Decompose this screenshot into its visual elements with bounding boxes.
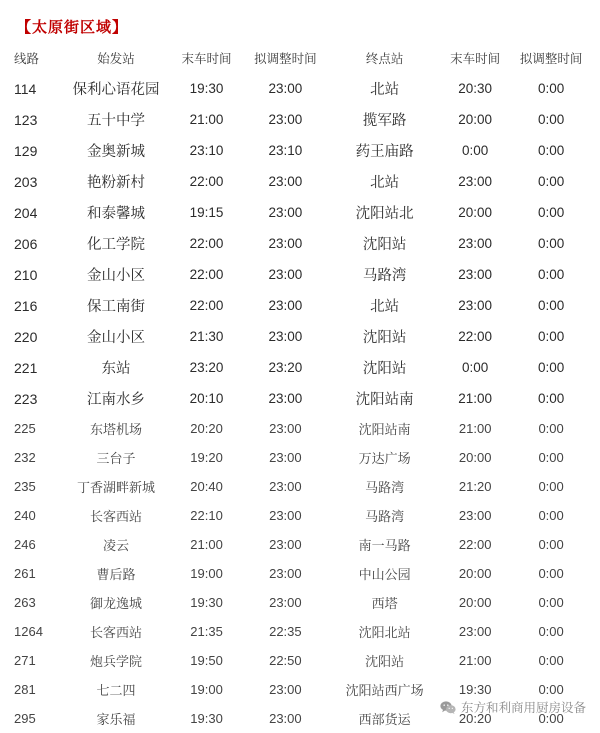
table-row [8,646,592,675]
cell-start-station: 长客西站 [90,509,143,524]
cell-last-time-start: 20:20 [190,421,223,436]
cell-end-station: 西部货运 [358,712,411,727]
cell-start-station: 保利心语花园 [72,82,160,98]
cell-line: 210 [14,266,38,283]
cell-last-time-start: 19:50 [190,653,223,668]
column-header-adjusted-time-start: 拟调整时间 [254,52,317,66]
cell-start-station: 凌云 [103,538,130,553]
table-row [8,290,592,321]
cell-last-time-start: 19:30 [190,711,223,726]
cell-last-time-end: 20:00 [458,595,492,610]
cell-last-time-end: 23:00 [458,174,493,189]
cell-end-station: 沈阳站南 [358,422,411,437]
table-row [8,588,592,617]
cell-last-time-end: 23:00 [458,508,492,523]
cell-start-station: 御龙逸城 [90,596,143,611]
cell-start-station: 丁香湖畔新城 [77,480,156,495]
cell-last-time-end: 20:00 [458,112,493,127]
table-row [8,135,592,166]
cell-adjusted-time-end: 0:00 [537,81,565,96]
cell-end-station: 北站 [370,175,400,191]
cell-line: 232 [14,450,36,465]
cell-start-station: 七二四 [96,683,136,698]
cell-line: 225 [14,421,36,436]
cell-line: 216 [14,297,38,314]
cell-adjusted-time-start: 23:00 [269,508,302,523]
cell-last-time-start: 22:00 [189,267,224,282]
cell-adjusted-time-end: 0:00 [537,143,565,158]
cell-start-station: 金奥新城 [87,144,146,160]
cell-adjusted-time-end: 0:00 [537,236,565,251]
cell-last-time-end: 23:00 [458,267,493,282]
cell-start-station: 艳粉新村 [87,175,146,191]
cell-adjusted-time-end: 0:00 [538,537,564,552]
column-header-end-station: 终点站 [365,52,404,66]
cell-adjusted-time-end: 0:00 [538,595,564,610]
cell-end-station: 北站 [370,82,400,98]
cell-end-station: 沈阳站 [365,654,405,669]
cell-end-station: 沈阳站 [362,361,407,377]
wechat-account-name: 东方和利商用厨房设备 [460,701,586,715]
table-row [8,559,592,588]
cell-start-station: 炮兵学院 [90,654,143,669]
cell-last-time-end: 20:20 [458,711,492,726]
page-title: 【太原街区域】 [16,19,129,36]
table-row [8,414,592,443]
cell-line: 114 [14,80,37,97]
cell-adjusted-time-start: 23:10 [268,143,303,158]
cell-adjusted-time-end: 0:00 [538,653,564,668]
cell-adjusted-time-start: 23:00 [269,450,302,465]
cell-line: 263 [14,595,36,610]
cell-line: 295 [14,711,36,726]
cell-end-station: 中山公园 [358,567,411,582]
cell-start-station: 化工学院 [87,237,146,253]
cell-last-time-start: 22:10 [190,508,223,523]
cell-end-station: 沈阳站 [362,330,407,346]
table-row [8,197,592,228]
cell-last-time-start: 19:15 [189,205,224,220]
cell-line: 271 [14,653,36,668]
cell-adjusted-time-end: 0:00 [537,174,565,189]
cell-adjusted-time-start: 23:00 [269,566,302,581]
cell-last-time-start: 19:30 [190,595,223,610]
cell-last-time-start: 20:40 [190,479,223,494]
cell-last-time-end: 23:00 [458,624,492,639]
cell-line: 223 [14,390,38,407]
cell-last-time-end: 22:00 [458,537,492,552]
cell-line: 281 [14,682,36,697]
cell-adjusted-time-start: 23:00 [269,595,302,610]
cell-adjusted-time-start: 23:20 [268,360,303,375]
column-header-start-station: 始发站 [97,52,135,66]
cell-adjusted-time-start: 23:00 [269,421,302,436]
cell-adjusted-time-start: 23:00 [268,112,303,127]
cell-adjusted-time-start: 23:00 [269,537,302,552]
cell-end-station: 北站 [370,299,400,315]
cell-line: 235 [14,479,36,494]
cell-start-station: 长客西站 [90,625,143,640]
cell-end-station: 万达广场 [358,451,411,466]
column-header-last-bus-time-start: 末车时间 [181,52,232,66]
cell-adjusted-time-start: 23:00 [269,479,302,494]
cell-line: 240 [14,508,36,523]
table-row [8,352,592,383]
cell-start-station: 江南水乡 [87,392,146,408]
cell-start-station: 保工南街 [87,299,146,315]
cell-last-time-end: 20:30 [458,81,493,96]
cell-adjusted-time-start: 23:00 [268,236,303,251]
column-header-line: 线路 [14,52,40,66]
cell-line: 221 [14,359,38,376]
cell-last-time-start: 22:00 [189,298,224,313]
table-row [8,443,592,472]
cell-last-time-end: 21:00 [458,391,493,406]
table-row [8,228,592,259]
cell-last-time-end: 21:00 [458,421,492,436]
cell-last-time-end: 19:30 [458,682,492,697]
cell-adjusted-time-start: 23:00 [268,174,303,189]
table-row [8,259,592,290]
cell-last-time-start: 22:00 [189,236,224,251]
cell-last-time-start: 19:00 [190,566,223,581]
cell-adjusted-time-start: 23:00 [269,711,302,726]
cell-adjusted-time-end: 0:00 [537,298,565,313]
cell-adjusted-time-start: 23:00 [268,81,303,96]
cell-line: 1264 [14,624,43,639]
cell-adjusted-time-start: 23:00 [268,267,303,282]
cell-last-time-start: 22:00 [189,174,224,189]
cell-last-time-start: 21:35 [190,624,223,639]
table-row [8,321,592,352]
cell-last-time-end: 22:00 [458,329,493,344]
cell-adjusted-time-end: 0:00 [538,479,564,494]
cell-end-station: 马路湾 [365,509,405,524]
cell-last-time-start: 21:30 [189,329,224,344]
cell-last-time-end: 20:00 [458,450,492,465]
cell-adjusted-time-start: 23:00 [268,391,303,406]
table-body [8,73,592,733]
cell-adjusted-time-start: 23:00 [268,205,303,220]
cell-adjusted-time-end: 0:00 [537,205,565,220]
cell-start-station: 东塔机场 [90,422,143,437]
cell-adjusted-time-start: 23:00 [268,298,303,313]
cell-end-station: 沈阳站北 [355,206,414,222]
cell-start-station: 金山小区 [87,330,146,346]
cell-adjusted-time-start: 23:00 [268,329,303,344]
cell-end-station: 马路湾 [362,268,407,284]
cell-adjusted-time-start: 22:35 [269,624,302,639]
cell-line: 206 [14,235,38,252]
cell-last-time-end: 20:00 [458,566,492,581]
cell-line: 261 [14,566,36,581]
wechat-attribution [440,698,586,716]
table-row [8,166,592,197]
table-header [8,45,592,73]
cell-adjusted-time-end: 0:00 [538,624,564,639]
cell-start-station: 东站 [101,361,131,377]
cell-start-station: 五十中学 [87,113,146,129]
cell-adjusted-time-start: 23:00 [269,682,302,697]
cell-start-station: 金山小区 [87,268,146,284]
wechat-icon [440,701,456,714]
table-row [8,104,592,135]
cell-last-time-start: 19:20 [190,450,223,465]
cell-last-time-end: 21:20 [458,479,492,494]
cell-adjusted-time-end: 0:00 [537,112,565,127]
cell-end-station: 沈阳站南 [355,392,414,408]
cell-end-station: 马路湾 [365,480,405,495]
cell-end-station: 沈阳北站 [358,625,411,640]
cell-end-station: 药王庙路 [355,144,414,160]
cell-last-time-start: 23:10 [189,143,224,158]
cell-end-station: 揽军路 [362,113,407,129]
cell-adjusted-time-end: 0:00 [537,391,565,406]
cell-line: 246 [14,537,36,552]
table-row [8,472,592,501]
cell-end-station: 南一马路 [358,538,411,553]
cell-adjusted-time-end: 0:00 [537,360,565,375]
table-row [8,383,592,414]
cell-last-time-end: 20:00 [458,205,493,220]
cell-adjusted-time-end: 0:00 [538,450,564,465]
cell-end-station: 沈阳站 [362,237,407,253]
table-row [8,73,592,104]
cell-line: 123 [14,111,38,128]
cell-end-station: 沈阳站西广场 [345,683,424,698]
cell-end-station: 西塔 [371,596,398,611]
cell-adjusted-time-end: 0:00 [538,421,564,436]
cell-last-time-end: 0:00 [462,143,489,158]
cell-adjusted-time-end: 0:00 [537,329,565,344]
cell-adjusted-time-end: 0:00 [538,566,564,581]
cell-line: 220 [14,328,38,345]
cell-line: 129 [14,142,38,159]
table-row [8,617,592,646]
cell-last-time-end: 23:00 [458,298,493,313]
cell-adjusted-time-start: 22:50 [269,653,302,668]
bus-schedule-table [8,45,592,733]
cell-adjusted-time-end: 0:00 [537,267,565,282]
cell-last-time-start: 23:20 [189,360,224,375]
cell-adjusted-time-end: 0:00 [538,711,564,726]
cell-adjusted-time-end: 0:00 [538,508,564,523]
table-header-row [8,45,592,73]
cell-last-time-end: 21:00 [458,653,492,668]
cell-line: 204 [14,204,38,221]
cell-last-time-end: 0:00 [462,360,489,375]
cell-start-station: 曹后路 [96,567,136,582]
column-header-last-bus-time-end: 末车时间 [450,52,501,66]
cell-last-time-start: 20:10 [189,391,224,406]
column-header-adjusted-time-end: 拟调整时间 [519,52,583,66]
cell-last-time-start: 19:30 [189,81,224,96]
cell-last-time-start: 19:00 [190,682,223,697]
cell-adjusted-time-end: 0:00 [538,682,564,697]
cell-start-station: 和泰馨城 [87,206,146,222]
cell-start-station: 三台子 [96,451,136,466]
cell-last-time-end: 23:00 [458,236,493,251]
cell-line: 203 [14,173,38,190]
cell-start-station: 家乐福 [96,712,136,727]
table-row [8,501,592,530]
table-row [8,530,592,559]
cell-last-time-start: 21:00 [190,537,223,552]
cell-last-time-start: 21:00 [189,112,224,127]
